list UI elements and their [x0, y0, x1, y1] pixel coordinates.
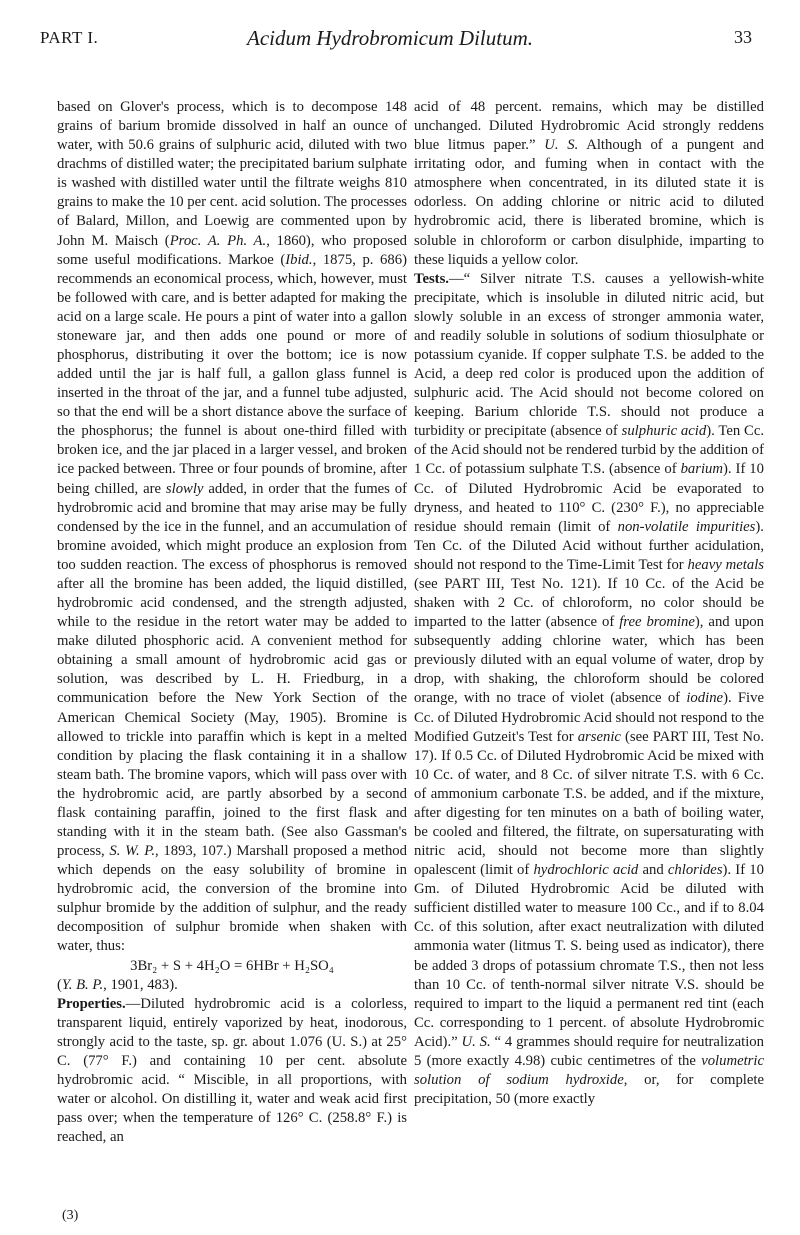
section-heading-properties: Properties. [57, 995, 126, 1012]
usp-citation: U. S. [461, 1033, 491, 1050]
page-title: Acidum Hydrobromicum Dilutum. [247, 26, 533, 50]
citation: Proc. A. Ph. A. [169, 232, 267, 249]
left-column [57, 98, 407, 1147]
paragraph-properties: Properties.—Diluted hydrobromic acid is a colorless, transparent liquid, entirely vaporized by heat, inodorous, strongly acid to the taste, sp. gr. about 1.076 (U. S.) at 25° C. (77° F.) and containing 10 per cent. absolute hydrobromic acid. “ Miscible, in all proportions, with water or alcohol. On distilling it, water and weak acid first pass over; when the temperature of 126° C. (258.8° F.) is reached, an [57, 995, 407, 1146]
usp-citation: U. S. [544, 137, 579, 154]
section-heading-tests: Tests. [414, 270, 449, 287]
signature-mark: (3) [62, 1208, 79, 1223]
paragraph-properties-cont: acid of 48 percent. remains, which may be distilled unchanged. Diluted Hydrobromic Acid strongly reddens blue litmus paper.” U. S. Although of a pungent and irritating odor, and fuming when in contact with the atmosphere when concentrated, in its diluted state it is odorless. On adding chlorine or nitric acid to diluted hydrobromic acid, there is liberated bromine, which is soluble in chloroform or carbon disulphide, imparting to these liquids a yellow color. [414, 99, 764, 268]
right-column [414, 98, 764, 1109]
emphasis: slowly [165, 480, 204, 497]
equation: 3Br₂ + S + 4H₂O = 6HBr + H₂SO₄ [130, 957, 334, 974]
part-label: PART I. [40, 28, 99, 47]
running-head [40, 20, 752, 50]
citation: S. W. P. [109, 843, 156, 860]
equation-citation: (Y. B. P., 1901, 483). [57, 976, 178, 993]
page-number: 33 [734, 27, 752, 47]
citation: Ibid. [285, 251, 313, 268]
paragraph-tests: Tests.—“ Silver nitrate T.S. causes a yellowish-white precipitate, which is insoluble in diluted nitric acid, but slowly soluble in an excess of stronger ammonia water, and readily soluble in solutions of sodium thiosulphate or potassium cyanide. If copper sulphate T.S. be added to the Acid, a deep red color is produced upon the addition of sulphuric acid. The Acid should not become colored on keeping. Barium chloride T.S. should not produce a turbidity or precipitate (absence of sulphuric acid). Ten Cc. of the Acid should not be rendered turbid by the addition of 1 Cc. of potassium sulphate T.S. (absence of barium). If 10 Cc. of Diluted Hydrobromic Acid be evaporated to dryness, and heated to 110° C. (230° F.), no appreciable residue should remain (limit of non-volatile impurities). Ten Cc. of the Diluted Acid without further acidulation, should not respond to the Time-Limit Test for heavy metals (see PART III, Test No. 121). If 10 Cc. of the Acid be shaken with 2 Cc. of chloroform, no color should be imparted to the latter (absence of free bromine), and upon subsequently adding chlorine water, which has been previously diluted with an equal volume of water, drop by drop, with shaking, the chloroform should be colored orange, with no trace of violet (absence of iodine). Five Cc. of Diluted Hydrobromic Acid should not respond to the Modified Gutzeit's Test for arsenic (see PART III, Test No. 17). If 0.5 Cc. of Diluted Hydrobromic Acid be mixed with 10 Cc. of water, and 8 Cc. of silver nitrate T.S. with 6 Cc. of ammonium carbonate T.S. be added, and if the mixture, after digesting for ten minutes on a bath of boiling water, be cooled and filtered, the filtrate, on supersaturating with nitric acid, should not become more than slightly opalescent (limit of hydrochloric acid and chlorides). If 10 Gm. of Diluted Hydrobromic Acid be diluted with sufficient distilled water to measure 100 Cc., and if to 8.04 Cc. of this solution, after exact neutralization with diluted ammonia water (litmus T. S. being used as indicator), there be added 3 drops of potassium chromate T.S., then not less than 10 Cc. of tenth-normal silver nitrate V.S. should be required to impart to the liquid a permanent red tint (each Cc. corresponding to 1 percent. of absolute Hydrobromic Acid).” U. S. “ 4 grammes should require for neutralization 5 (more exactly 4.98) cubic centimetres of the volumetric solution of sodium hydroxide, or, for complete precipitation, 50 (more exactly [414, 270, 765, 1108]
paragraph-preparation: based on Glover's process, which is to decompose 148 grains of barium bromide dissolved in half an ounce of water, with 50.6 grains of sulphuric acid, diluted with two drachms of distilled water; the precipitated barium sulphate is washed with distilled water until the filtrate weighs 810 grains to make the 10 per cent. acid solution. The processes of Balard, Millon, and Loewig are commented upon by John M. Maisch (Proc. A. Ph. A., 1860), who proposed some useful modifications. Markoe (Ibid., 1875, p. 686) recommends an economical process, which, however, must be followed with care, and is better adapted for making the acid on a large scale. He pours a pint of water into a gallon stoneware jar, and then adds one pound or more of phosphorus, distributing it over the bottom; ice is now added until the jar is half full, a gallon glass funnel is inserted in the throat of the jar, and a funnel tube adjusted, so that the end will be a short distance above the surface of the phosphorus; the funnel is about one-third filled with broken ice, and the jar placed in a larger vessel, and broken ice packed between. Three or four pounds of bromine, after being chilled, are slowly added, in order that the fumes of hydrobromic acid and bromine that may arise may be fully condensed by the ice in the funnel, and an accumulation of bromine avoided, which might produce an explosion from too sudden reaction. The excess of phosphorus is removed after all the bromine has been added, the liquid distilled, hydrobromic acid condensed, and the strength adjusted, while to the residue in the retort water may be added to make diluted phosphoric acid. A convenient method for obtaining a small amount of hydrobromic acid gas or solution, was described by L. H. Friedburg, in a communication before the New York Section of the American Chemical Society (May, 1905). Bromine is allowed to trickle into paraffin which is kept in a melted condition by placing the flask containing it in a shallow steam bath. The bromine vapors, which will pass over with the hydrobromic acid, are partly absorbed by a second flask containing paraffin, joined to the first flask and standing with it in the steam bath. (See also Gassman's process, S. W. P., 1893, 107.) Marshall proposed a method which depends on the easy solubility of bromine in hydrobromic acid, the conversion of the bromine into sulphur bromide by the addition of sulphur, and the ready decomposition of sulphur bromide when shaken with water, thus: [57, 99, 408, 955]
